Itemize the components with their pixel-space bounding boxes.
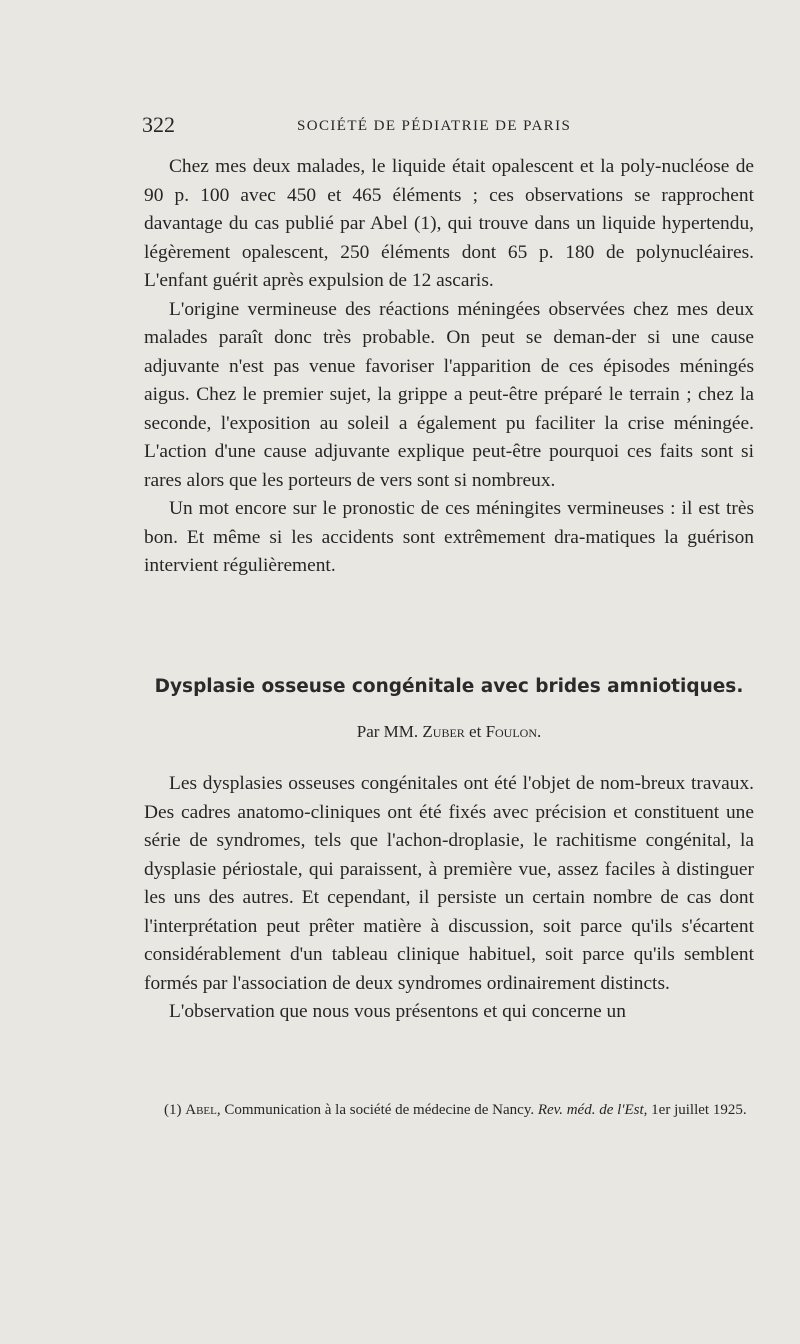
paragraph: Les dysplasies osseuses congénitales ont été l'objet de nom-breux travaux. Des cadres anatomo-cliniques ont été fixés avec précision et constituent une série de syndromes, tels que l'achon-droplasie, le rachitisme congénital, la dysplasie périostale, qui paraissent, à première vue, assez faciles à distinguer les uns des autres. Et cependant, il persiste un certain nombre de cas dont l'interprétation peut prêter matière à discussion, soit parce qu'ils s'écartent considérablement d'un tableau clinique habituel, soit parce qu'ils semblent formés par l'association de deux syndromes ordinairement distincts. bbox=[144, 773, 754, 994]
body-text-before bbox=[144, 153, 754, 581]
section-title: Dysplasie osseuse congénitale avec brides amniotiques. bbox=[154, 676, 744, 697]
footnote-text: Communication à la société de médecine de Nancy. bbox=[224, 1102, 535, 1118]
author-name: Foulon. bbox=[485, 722, 542, 741]
footnote bbox=[144, 1100, 754, 1121]
body-text-after bbox=[144, 770, 754, 1027]
page-header bbox=[142, 112, 760, 142]
paragraph: Chez mes deux malades, le liquide était opalescent et la poly-nucléose de 90 p. 100 avec 450 et 465 éléments ; ces observations se rapprochent davantage du cas publié par Abel (1), qui trouve dans un liquide hypertendu, légèrement opalescent, 250 éléments dont 65 p. 180 de polynucléaires. L'enfant guérit après expulsion de 12 ascaris. bbox=[144, 156, 754, 291]
page-number: 322 bbox=[142, 112, 175, 137]
paragraph: L'origine vermineuse des réactions méningées observées chez mes deux malades paraît donc très probable. On peut se deman-der si une cause adjuvante n'est pas venue favoriser l'apparition de ces épisodes méningés aigus. Chez le premier sujet, la grippe a peut-être préparé le terrain ; chez la seconde, l'exposition au soleil a également pu faciliter la crise méningée. L'action d'une cause adjuvante explique peut-être pourquoi ces faits sont si rares alors que les porteurs de vers sont si nombreux. bbox=[144, 298, 754, 491]
paragraph: Un mot encore sur le pronostic de ces méningites vermineuses : il est très bon. Et même si les accidents sont extrêmement dra-matiques la guérison intervient régulièrement. bbox=[144, 498, 754, 576]
footnote-date: 1er juillet 1925. bbox=[651, 1102, 747, 1118]
authors-conjunction: et bbox=[469, 722, 482, 741]
paragraph: L'observation que nous vous présentons et qui concerne un bbox=[169, 1001, 626, 1022]
footnote-journal: Rev. méd. de l'Est, bbox=[537, 1102, 648, 1118]
author-name: Zuber bbox=[422, 722, 465, 741]
authors-prefix: Par MM. bbox=[356, 722, 419, 741]
running-title: SOCIÉTÉ DE PÉDIATRIE DE PARIS bbox=[297, 118, 572, 134]
footnote-author: Abel, bbox=[185, 1102, 221, 1118]
footnote-marker: (1) bbox=[164, 1102, 182, 1118]
section-authors bbox=[144, 722, 754, 742]
